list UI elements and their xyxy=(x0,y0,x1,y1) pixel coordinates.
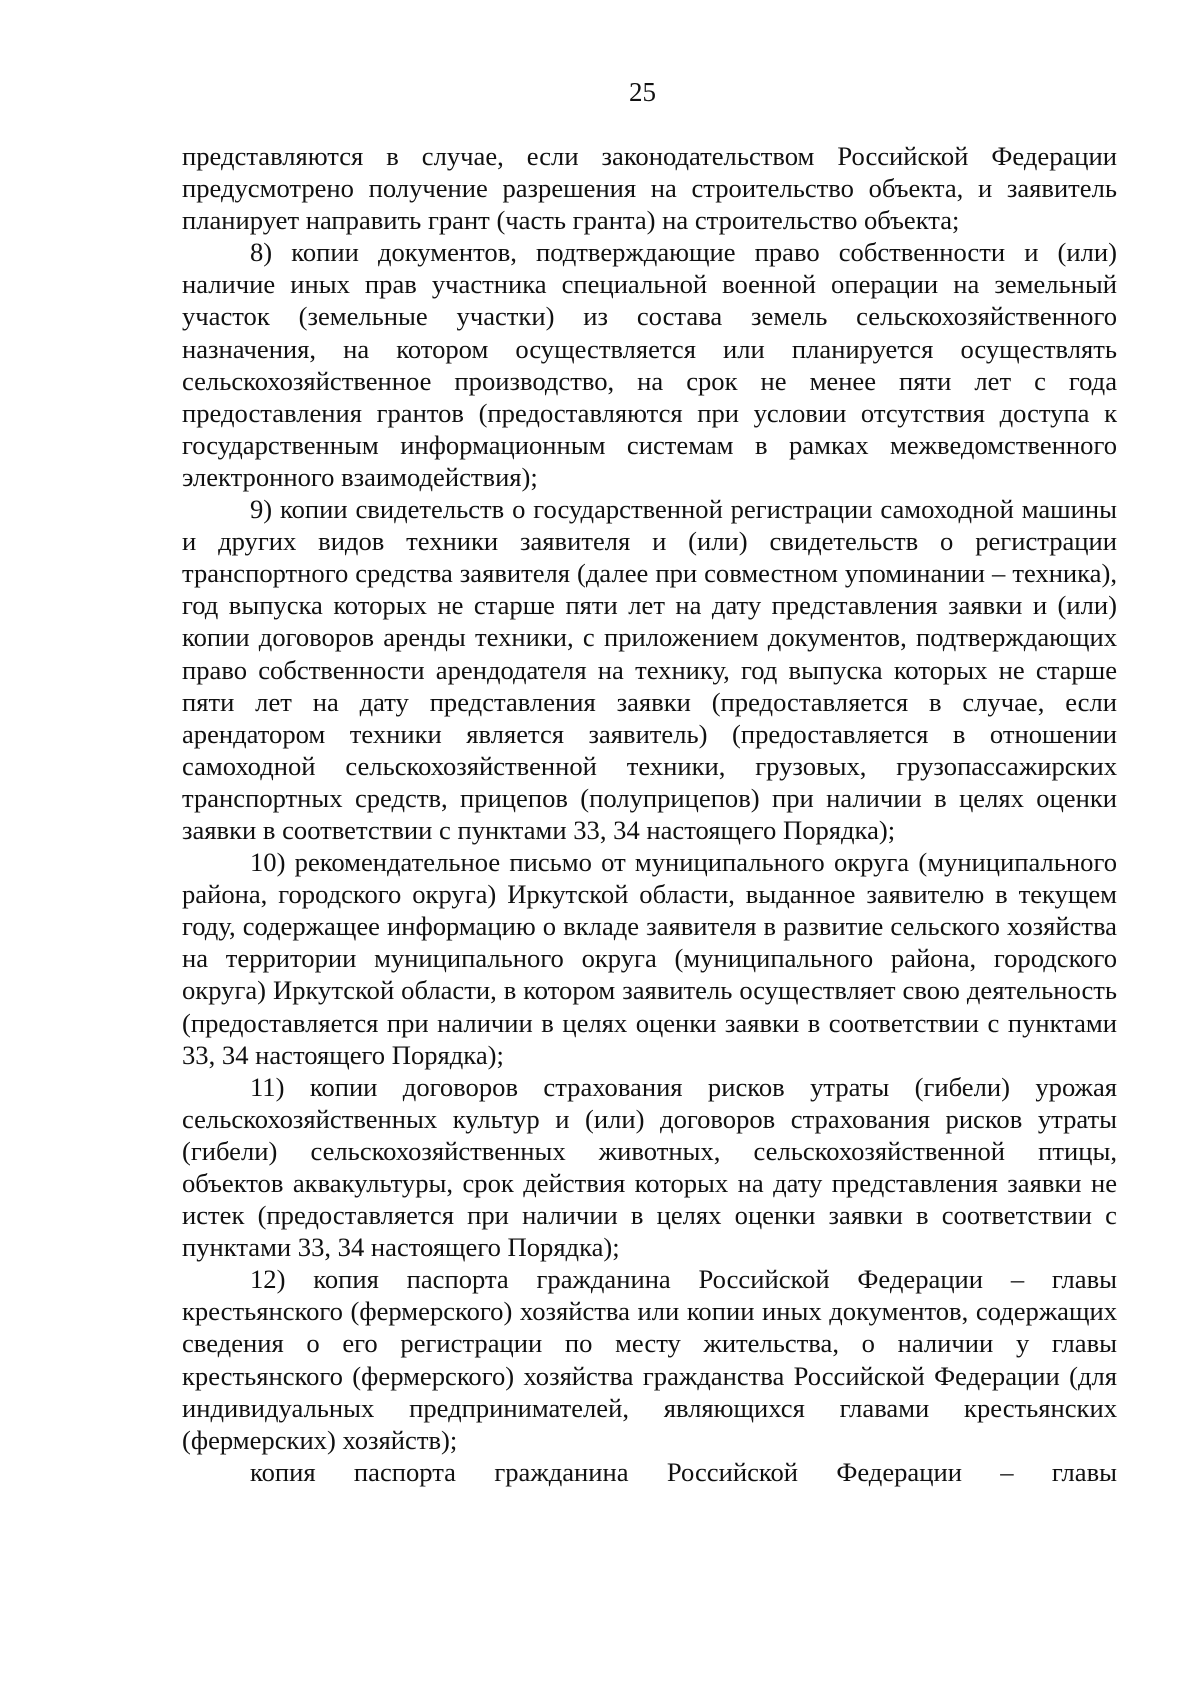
paragraph-passport-copy: копия паспорта гражданина Российской Федерации – главы xyxy=(250,1456,1117,1487)
paragraph-item-11: 11) копии договоров страхования рисков утраты (гибели) урожая сельскохозяйственных культур и (или) договоров страхования рисков утраты (гибели) сельскохозяйственных животных, сельскохозяйственной птицы, объектов аквакультуры, срок действия которых на дату представления заявки не истек (предоставляется при наличии в целях оценки заявки в соответствии с пунктами 33, 34 настоящего Порядка); xyxy=(182,1071,1117,1263)
paragraph-item-12: 12) копия паспорта гражданина Российской Федерации – главы крестьянского (фермерского) хозяйства или копии иных документов, содержащих сведения о его регистрации по месту жительства, о наличии у главы крестьянского (фермерского) хозяйства гражданства Российской Федерации (для индивидуальных предпринимателей, являющихся главами крестьянских (фермерских) хозяйств); xyxy=(182,1264,1117,1455)
paragraph-item-9: 9) копии свидетельств о государственной регистрации самоходной машины и других видов техники заявителя и (или) свидетельств о регистрации транспортного средства заявителя (далее при совместном упоминании – техника), год выпуска которых не старше пяти лет на дату представления заявки и (или) копии договоров аренды техники, с приложением документов, подтверждающих право собственности арендодателя на технику, год выпуска которых не старше пяти лет на дату представления заявки (предоставляется в случае, если арендатором техники является заявитель) (предоставляется в отношении самоходной сельскохозяйственной техники, грузовых, грузопассажирских транспортных средств, прицепов (полуприцепов) при наличии в целях оценки заявки в соответствии с пунктами 33, 34 настоящего Порядка); xyxy=(182,494,1117,845)
paragraph-continuation: представляются в случае, если законодательством Российской Федерации предусмотрено получение разрешения на строительство объекта, и заявитель планирует направить грант (часть гранта) на строительство объекта; xyxy=(182,141,1117,236)
paragraph-item-10: 10) рекомендательное письмо от муниципального округа (муниципального района, городского округа) Иркутской области, выданное заявителю в текущем году, содержащее информацию о вкладе заявителя в развитие сельского хозяйства на территории муниципального округа (муниципального района, городского округа) Иркутской области, в котором заявитель осуществляет свою деятельность (предоставляется при наличии в целях оценки заявки в соответствии с пунктами 33, 34 настоящего Порядка); xyxy=(182,847,1117,1070)
page-number: 25 xyxy=(629,77,656,107)
document-body xyxy=(182,140,1117,1488)
paragraph-item-8: 8) копии документов, подтверждающие право собственности и (или) наличие иных прав участника специальной военной операции на земельный участок (земельные участки) из состава земель сельскохозяйственного назначения, на котором осуществляется или планируется осуществлять сельскохозяйственное производство, на срок не менее пяти лет с года предоставления грантов (предоставляются при условии отсутствия доступа к государственным информационным системам в рамках межведомственного электронного взаимодействия); xyxy=(182,237,1117,492)
